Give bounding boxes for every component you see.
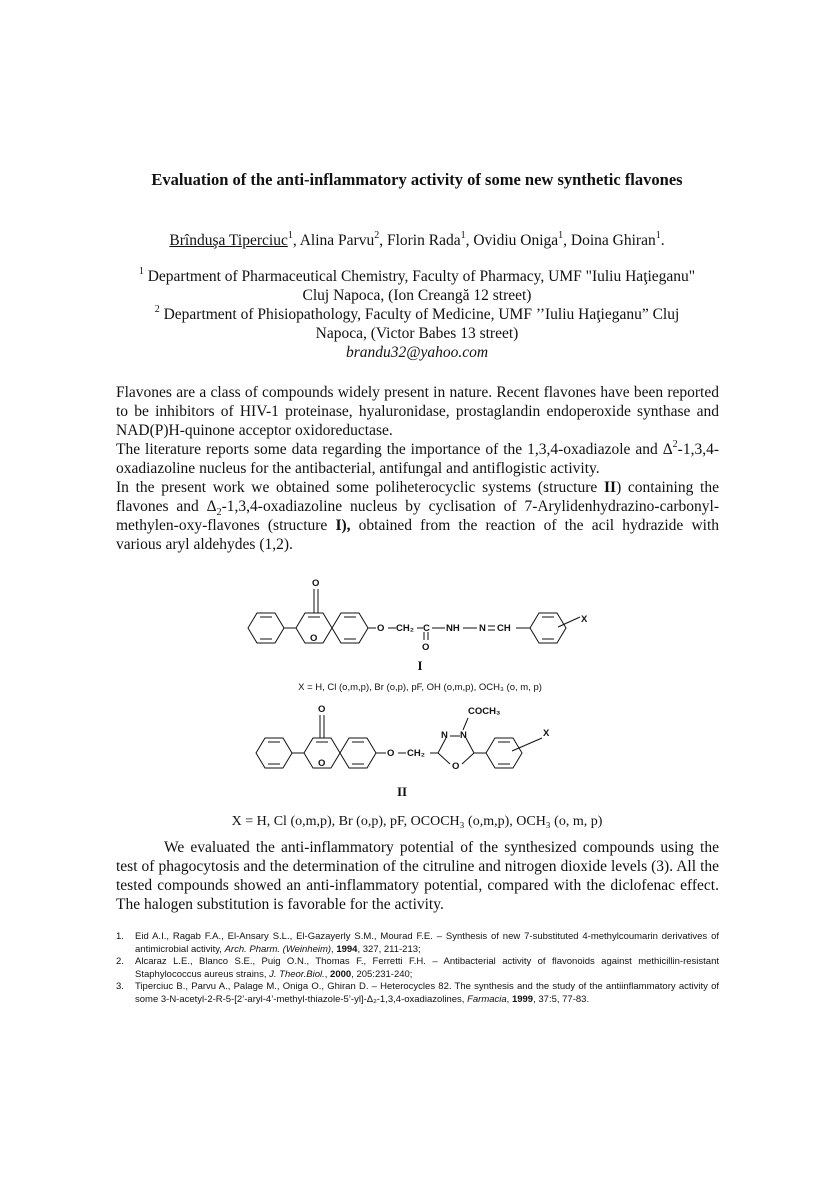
affiliation-mark: 1 [558, 229, 564, 241]
affiliation-2: $^2$ Department of Phisiopathology, Faculty of Medicine, UMF ’’Iuliu Haţieganu” Cluj [154, 303, 680, 323]
intro-paragraph-2: The literature reports some data regarding the importance of the 1,3,4-oxadiazole and $\Delta^2-1,3,4$-oxadiazoline nucleus for the antibacterial, antifungal and antiflogistic activity. [116, 438, 719, 477]
author-name: Florin Rada [386, 232, 461, 249]
atom-label: O [312, 578, 320, 589]
atom-label: N [441, 730, 448, 741]
author-list: Brînduşa Tiperciuc$^1$, Alina Parvu$^2$, Florin Rada$^1$, Ovidiu Oniga$^1$, Doina Ghiran$^1$. [169, 229, 665, 249]
affiliation-mark: 1 [460, 229, 466, 241]
structure-ii-substituents: X = H, Cl (o,m,p), Br (o,p), pF, OCOCH₃ (o,m,p), OCH₃ (o, m, p) [231, 814, 603, 829]
introduction [116, 383, 719, 554]
intro-paragraph-1: Flavones are a class of compounds widely present in nature. Recent flavones have been reported to be inhibitors of HIV-1 proteinase, hyaluronidase, prostaglandin endoperoxide synthase and NAD(P)H-quinone acceptor oxidoreductase. [116, 384, 719, 439]
structure-i-diagram [240, 572, 600, 672]
atom-label: O [422, 642, 430, 653]
atom-label: O [318, 704, 326, 715]
paper-title: Evaluation of the anti-inflammatory activity of some new synthetic flavones [151, 170, 683, 189]
atom-label: C [423, 623, 430, 634]
atom-label: O [387, 748, 395, 759]
affiliation-mark: 2 [374, 229, 380, 241]
reference-list [116, 931, 719, 1006]
atom-label: O [318, 758, 326, 769]
affiliation-mark: 1 [655, 229, 661, 241]
affiliation-2-address: Napoca, (Victor Babes 13 street) [315, 325, 519, 342]
structure-ii-label: II [396, 784, 408, 799]
atom-label: CH [497, 623, 511, 634]
atom-label: O [377, 623, 385, 634]
atom-label: COCH₃ [468, 706, 501, 717]
affiliations [100, 267, 734, 362]
atom-label: CH₂ [407, 748, 425, 759]
conclusion-paragraph: We evaluated the anti-inflammatory potential of the synthesized compounds using the test of phagocytosis and the determination of the citruline and nitrogen dioxide levels (3). All the tested compounds showed an anti-inflammatory potential, compared with the diclofenac effect. The halogen substitution is favorable for the activity. [116, 839, 719, 913]
affiliation-1-address: Cluj Napoca, (Ion Creangă 12 street) [302, 287, 532, 304]
atom-label: X [581, 614, 588, 625]
atom-label: O [452, 761, 460, 772]
atom-label: N [479, 623, 486, 634]
affiliation-mark: 1 [287, 229, 293, 241]
reference-item: 1. Eid A.I., Ragab F.A., El-Ansary S.L., El-Gazayerly S.M., Mourad F.E. – Synthesis of new 7-substituted 4-methylcoumarin derivatives of antimicrobial activity, Arch. Pharm. (Weinheim), 1994, 327, 211-213; [116, 931, 719, 955]
affiliation-1: $^1$ Department of Pharmaceutical Chemistry, Faculty of Pharmacy, UMF "Iuliu Haţieganu" [138, 265, 696, 285]
atom-label: NH [446, 623, 460, 634]
author-name: Ovidiu Oniga [473, 232, 559, 249]
intro-paragraph-3: In the present work we obtained some poliheterocyclic systems (structure II) containing the flavones and $\Delta_2-1,3,4$-oxadiazoline nucleus by cyclisation of 7-Arylidenhydrazino-carbonyl-methylen-oxy-flavones (structure I), obtained from the reaction of the acil hydrazide with various aryl aldehydes (1,2). [116, 479, 720, 553]
structure-ii-diagram [250, 700, 580, 780]
atom-label: CH₂ [396, 623, 414, 634]
atom-label: N [460, 730, 467, 741]
author-name: Alina Parvu [299, 232, 375, 249]
structure-i-label: I [417, 658, 423, 673]
structure-i-substituents: X = H, Cl (o,m,p), Br (o,p), pF, OH (o,m,p), OCH₃ (o, m, p) [298, 682, 542, 693]
contact-email[interactable]: brandu32@yahoo.com [345, 344, 489, 361]
reference-item: 2. Alcaraz L.E., Blanco S.E., Puig O.N., Thomas F., Ferretti F.H. – Antibacterial activity of flavonoids against methicillin-resistant Staphylococcus aureus strains, J. Theor.Biol., 2000, 205:231-240; [116, 956, 719, 980]
atom-label: X [543, 728, 550, 739]
author-name: Brînduşa Tiperciuc [169, 232, 288, 249]
atom-label: O [310, 633, 318, 644]
reference-item: 3. Tiperciuc B., Parvu A., Palage M., Oniga O., Ghiran D. – Heterocycles 82. The synthesis and the study of the antiinflammatory activity of some 3-N-acetyl-2-R-5-[2’-aryl-4’-methyl-thiazole-5’-yl]-Δ₂-1,3,4-oxadiazolines, Farmacia, 1999, 37:5, 77-83. [116, 981, 719, 1005]
author-name: Doina Ghiran [570, 232, 656, 249]
